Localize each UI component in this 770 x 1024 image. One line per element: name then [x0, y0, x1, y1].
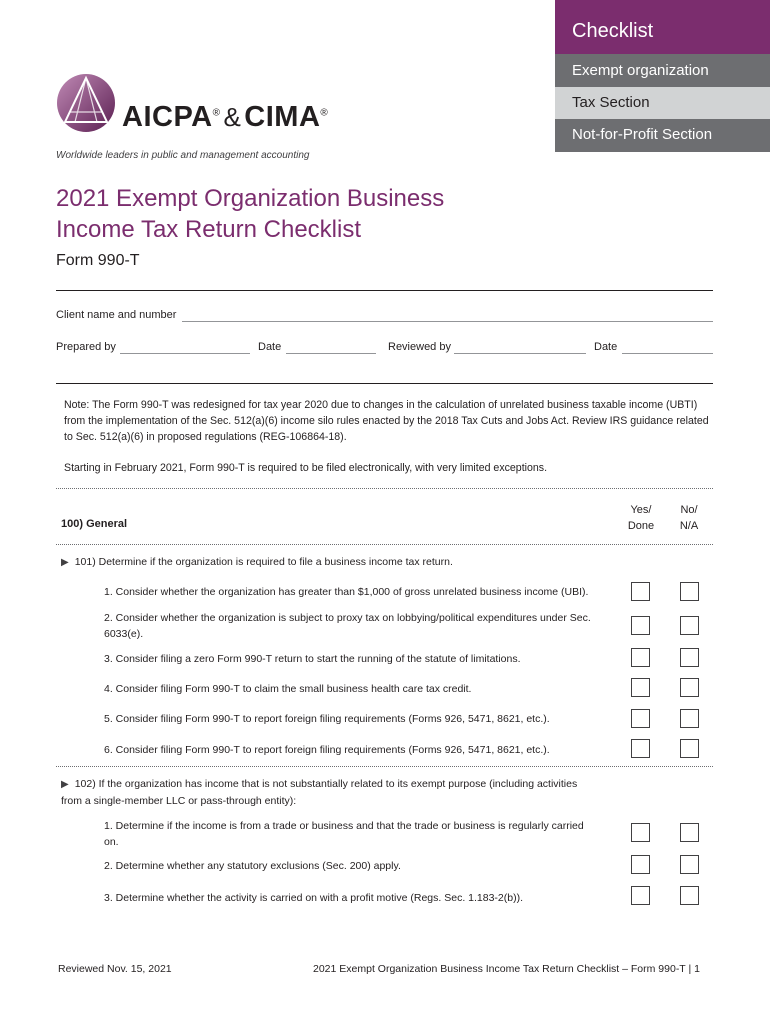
- date-label-1: Date: [258, 341, 282, 353]
- item-101-6: 6. Consider filing Form 990-T to report foreign filing requirements (Forms 926, 5471, 8621, etc.).: [104, 744, 550, 756]
- tab-exempt-label: Exempt organization: [572, 62, 709, 79]
- triangle-right-icon: ▶: [61, 557, 69, 568]
- divider-top: [56, 290, 713, 291]
- checkbox-102-3-yes[interactable]: [631, 886, 650, 905]
- col-yes-line1: Yes/: [630, 504, 652, 516]
- checkbox-101-6-no[interactable]: [680, 739, 699, 758]
- checkbox-101-5-no[interactable]: [680, 709, 699, 728]
- date-label-2: Date: [594, 341, 618, 353]
- dotted-divider-3: [56, 766, 713, 767]
- question-102-text: 102) If the organization has income that is not substantially related to its exempt purpose (including activities from a single-member LLC or pass-through entity):: [61, 778, 578, 807]
- item-101-3: 3. Consider filing a zero Form 990-T return to start the running of the statute of limitations.: [104, 653, 521, 665]
- tab-nfp-section[interactable]: [555, 119, 770, 152]
- checkbox-101-1-no[interactable]: [680, 582, 699, 601]
- date-field-2[interactable]: [622, 353, 713, 354]
- item-101-2: 2. Consider whether the organization is subject to proxy tax on lobbying/political expenditures under Sec. 6033(e).: [104, 612, 591, 640]
- client-label: Client name and number: [56, 309, 177, 321]
- logo-reg-mark-2: ®: [320, 107, 329, 119]
- aicpa-cima-logo-icon: [55, 72, 117, 134]
- triangle-right-icon: ▶: [61, 779, 69, 790]
- col-yes-done: [616, 502, 666, 534]
- logo-cima: CIMA: [244, 101, 321, 133]
- tab-checklist[interactable]: [555, 0, 770, 54]
- tab-checklist-label: Checklist: [572, 20, 654, 42]
- item-101-5: 5. Consider filing Form 990-T to report foreign filing requirements (Forms 926, 5471, 8621, etc.).: [104, 713, 550, 725]
- client-field[interactable]: [182, 321, 713, 322]
- item-101-1: 1. Consider whether the organization has greater than $1,000 of gross unrelated business income (UBI).: [104, 586, 589, 598]
- form-number: Form 990-T: [56, 252, 140, 269]
- checkbox-102-1-yes[interactable]: [631, 823, 650, 842]
- tab-tax-label: Tax Section: [572, 94, 650, 111]
- date-field-1[interactable]: [286, 353, 376, 354]
- footer-title: 2021 Exempt Organization Business Income Tax Return Checklist – Form 990-T | 1: [313, 963, 700, 975]
- tab-nfp-label: Not-for-Profit Section: [572, 126, 713, 143]
- note-text: Note: The Form 990-T was redesigned for tax year 2020 due to changes in the calculation of unrelated business taxable income (UBTI) from the implementation of the Sec. 512(a)(6) income silo rules enacted by the 2018 Tax Cuts and Jobs Act. Review IRS guidance related to Sec. 512(a)(6) in proposed regulations (REG-106864-18).: [64, 399, 709, 443]
- logo-reg-mark-1: ®: [212, 107, 221, 119]
- question-101-text: 101) Determine if the organization is required to file a business income tax return.: [74, 556, 453, 568]
- reviewed-by-label: Reviewed by: [388, 341, 451, 353]
- checkbox-102-2-yes[interactable]: [631, 855, 650, 874]
- tab-exempt-organization[interactable]: [555, 54, 770, 87]
- checkbox-101-2-no[interactable]: [680, 616, 699, 635]
- checkbox-101-5-yes[interactable]: [631, 709, 650, 728]
- logo-ampersand: &: [223, 102, 242, 132]
- prepared-by-field[interactable]: [120, 353, 250, 354]
- footer-reviewed-date: Reviewed Nov. 15, 2021: [58, 963, 172, 975]
- col-yes-line2: Done: [627, 520, 655, 532]
- reviewed-by-field[interactable]: [454, 353, 586, 354]
- checkbox-101-1-yes[interactable]: [631, 582, 650, 601]
- col-no-line2: N/A: [679, 520, 699, 532]
- checkbox-101-6-yes[interactable]: [631, 739, 650, 758]
- prepared-by-label: Prepared by: [56, 341, 116, 353]
- checkbox-101-4-no[interactable]: [680, 678, 699, 697]
- title-line-2: Income Tax Return Checklist: [56, 216, 362, 243]
- checkbox-102-1-no[interactable]: [680, 823, 699, 842]
- note-efile-text: Starting in February 2021, Form 990-T is required to be filed electronically, with very limited exceptions.: [64, 462, 548, 474]
- checkbox-101-3-yes[interactable]: [631, 648, 650, 667]
- item-102-3: 3. Determine whether the activity is carried on with a profit motive (Regs. Sec. 1.183-2(b)).: [104, 892, 524, 904]
- dotted-divider-1: [56, 488, 713, 489]
- item-102-2: 2. Determine whether any statutory exclusions (Sec. 200) apply.: [104, 860, 401, 872]
- page-title: [56, 183, 526, 245]
- item-101-4: 4. Consider filing Form 990-T to claim the small business health care tax credit.: [104, 683, 472, 695]
- tab-tax-section[interactable]: [555, 87, 770, 119]
- col-no-na: [665, 502, 713, 534]
- logo-wordmark: [122, 101, 328, 134]
- item-102-1: 1. Determine if the income is from a trade or business and that the trade or business is regularly carried on.: [104, 820, 584, 848]
- checkbox-102-2-no[interactable]: [680, 855, 699, 874]
- question-102: [61, 776, 601, 809]
- divider-fields: [56, 383, 713, 384]
- checkbox-102-3-no[interactable]: [680, 886, 699, 905]
- section-heading: 100) General: [61, 518, 128, 530]
- tagline: Worldwide leaders in public and management accounting: [56, 150, 310, 161]
- checkbox-101-4-yes[interactable]: [631, 678, 650, 697]
- checkbox-101-3-no[interactable]: [680, 648, 699, 667]
- title-line-1: 2021 Exempt Organization Business: [56, 185, 445, 212]
- checkbox-101-2-yes[interactable]: [631, 616, 650, 635]
- col-no-line1: No/: [680, 504, 698, 516]
- question-101: [61, 554, 453, 571]
- logo-aicpa: AICPA: [122, 101, 213, 133]
- dotted-divider-2: [56, 544, 713, 545]
